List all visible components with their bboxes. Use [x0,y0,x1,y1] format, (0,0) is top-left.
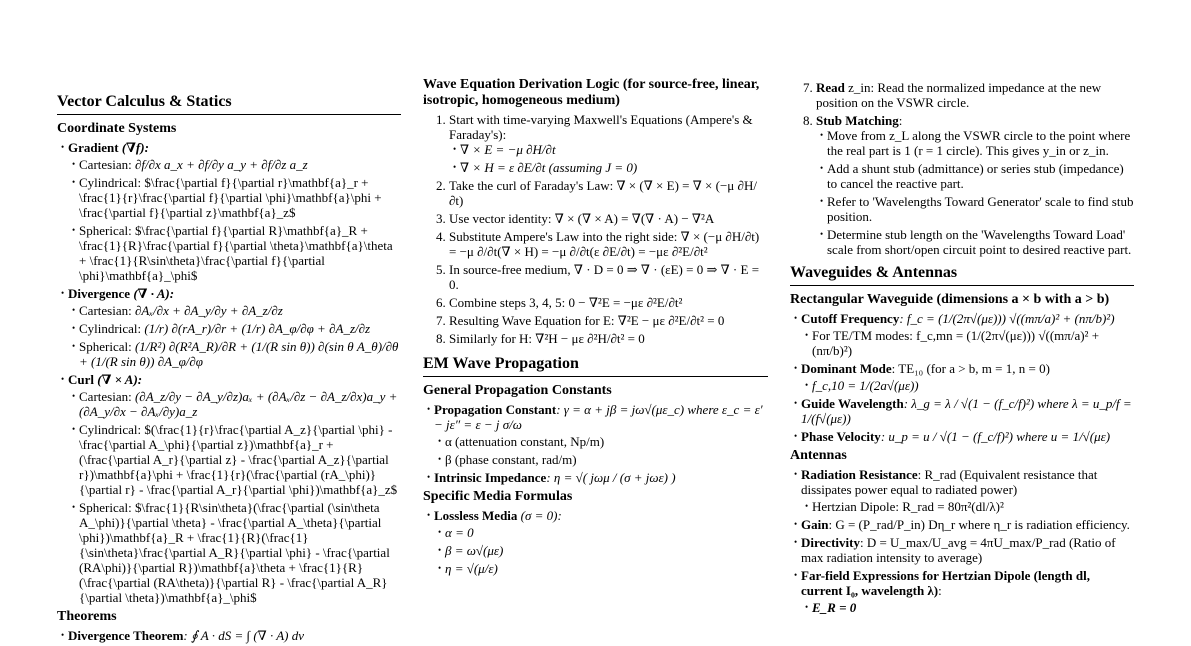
list-item: • Lossless Media (σ = 0): • α = 0 • β = ω√(με) • η = √(μ/ε) [434,508,768,576]
list-item: • Cartesian: ∂f/∂x a_x + ∂f/∂y a_y + ∂f/∂z a_z [79,157,401,172]
smith-steps-list [790,80,1134,257]
list-item: 6. Combine steps 3, 4, 5: 0 − ∇²E = −με ∂²E/∂t² [449,295,768,310]
subsection-general-constants: General Propagation Constants [423,383,612,398]
divergence-item: • Divergence (∇ · A): • Cartesian: ∂Aₓ/∂x + ∂A_y/∂y + ∂A_z/∂z • Cylindrical: (1/r) ∂(rA_r)/∂r + (1/r) ∂A_φ/∂φ + ∂A_z/∂z • Spherical: (1/R²) ∂(R²A_R)/∂R + (1/(R sin θ)) ∂(sin θ A_θ)/∂θ + (1/(R sin θ)) ∂A_φ/∂φ [68,286,401,369]
list-item: • ∇ × E = −μ ∂H/∂t [460,142,768,157]
list-item: 7. Read z_in: Read the normalized impedance at the new position on the VSWR circle. [816,80,1134,110]
list-item: • Directivity: D = U_max/U_avg = 4πU_max/P_rad (Ratio of max radiation intensity to average) [801,535,1134,565]
list-item: • Cylindrical: (1/r) ∂(rA_r)/∂r + (1/r) ∂A_φ/∂φ + ∂A_z/∂z [79,321,401,336]
antennas-list [790,467,1134,615]
theorems-list [57,628,401,643]
subsection-specific-media: Specific Media Formulas [423,489,573,504]
list-item: • Cylindrical: $\frac{\partial f}{\partial r}\mathbf{a}_r + \frac{1}{r}\frac{\partial f}{\partial \phi}\mathbf{a}\phi + \frac{\partial f}{\partial z}\mathbf{a}_z$ [79,175,401,220]
gradient-label: Gradient [68,140,119,155]
list-item: • α = 0 [445,525,768,540]
list-item: • Radiation Resistance: R_rad (Equivalent resistance that dissipates power equal to radiated power) • Hertzian Dipole: R_rad = 80π²(dl/λ)² [801,467,1134,514]
gradient-symbol: (∇f): [118,140,149,155]
list-item: 4. Substitute Ampere's Law into the right side: ∇ × (−μ ∂H/∂t) = −μ ∂/∂t(∇ × H) = −μ ∂/∂t(ε ∂E/∂t) = −με ∂²E/∂t² [449,229,768,259]
section-title-em-wave: EM Wave Propagation [423,354,768,377]
list-item: 3. Use vector identity: ∇ × (∇ × A) = ∇(∇ · A) − ∇²A [449,211,768,226]
list-item: • α (attenuation constant, Np/m) [445,434,768,449]
list-item: • β (phase constant, rad/m) [445,452,768,467]
list-item: • Refer to 'Wavelengths Toward Generator' scale to find stub position. [827,194,1134,224]
list-item: • Gain: G = (P_rad/P_in) Dη_r where η_r is radiation efficiency. [801,517,1134,532]
section-title-vector-calculus: Vector Calculus & Statics [57,92,401,115]
list-item: • η = √(μ/ε) [445,561,768,576]
section-title-waveguides: Waveguides & Antennas [790,263,1134,286]
wave-steps-list [423,112,768,346]
list-item: • Spherical: $\frac{\partial f}{\partial R}\mathbf{a}_R + \frac{1}{R}\frac{\partial f}{\partial \theta}\mathbf{a}\theta + \frac{1}{R\sin\theta}\frac{\partial f}{\partial \phi}\mathbf{a}_\phi$ [79,223,401,283]
list-item: 5. In source-free medium, ∇ · D = 0 ⇒ ∇ · (εE) = 0 ⇒ ∇ · E = 0. [449,262,768,292]
list-item: • ∇ × H = ε ∂E/∂t (assuming J = 0) [460,160,768,175]
list-item: • Propagation Constant: γ = α + jβ = jω√(με_c) where ε_c = ε′ − jε″ = ε − j σ/ω • α (attenuation constant, Np/m) • β (phase constant, rad/m) [434,402,768,467]
subsection-wave-equation: Wave Equation Derivation Logic (for source-free, linear, isotropic, homogeneous medium) [423,77,760,108]
column-waveguides [790,80,1134,618]
list-item: 8. Similarly for H: ∇²H − με ∂²H/∂t² = 0 [449,331,768,346]
list-item: 2. Take the curl of Faraday's Law: ∇ × (∇ × E) = ∇ × (−μ ∂H/∂t) [449,178,768,208]
subsection-theorems: Theorems [57,609,117,624]
list-item: • For TE/TM modes: f_c,mn = (1/(2π√(με))) √((mπ/a)² + (nπ/b)²) [812,328,1134,358]
list-item: • Move from z_L along the VSWR circle to the point where the real part is 1 (r = 1 circle). This gives y_in or z_in. [827,128,1134,158]
list-item: • Cartesian: ∂Aₓ/∂x + ∂A_y/∂y + ∂A_z/∂z [79,303,401,318]
list-item: • β = ω√(με) [445,543,768,558]
list-item: • Cutoff Frequency: f_c = (1/(2π√(με))) √((mπ/a)² + (nπ/b)²) • For TE/TM modes: f_c,mn = (1/(2π√(με))) √((mπ/a)² + (nπ/b)²) [801,311,1134,358]
curl-label: Curl [68,372,94,387]
list-item: • Cylindrical: $(\frac{1}{r}\frac{\partial A_z}{\partial \phi} - \frac{\partial A_\phi}{\partial z})\mathbf{a}_r + (\frac{\partial A_r}{\partial z} - \frac{\partial A_z}{\partial r})\mathbf{a}\phi + \frac{1}{r}(\frac{\partial (rA_\phi)}{\partial r} - \frac{\partial A_r}{\partial \phi})\mathbf{a}_z$ [79,422,401,497]
list-item: • Hertzian Dipole: R_rad = 80π²(dl/λ)² [812,499,1134,514]
list-item: • Phase Velocity: u_p = u / √(1 − (f_c/f)²) where u = 1/√(με) [801,429,1134,444]
column-vector-calculus [57,92,401,646]
list-item: 7. Resulting Wave Equation for E: ∇²E − με ∂²E/∂t² = 0 [449,313,768,328]
column-wave-propagation [423,77,768,579]
divergence-label: Divergence [68,286,131,301]
list-item: • Add a shunt stub (admittance) or series stub (impedance) to cancel the reactive part. [827,161,1134,191]
list-item: • Dominant Mode: TE₁₀ (for a > b, m = 1, n = 0) • f_c,10 = 1/(2a√(με)) [801,361,1134,393]
subsection-rectangular-waveguide: Rectangular Waveguide (dimensions a × b with a > b) [790,292,1110,307]
waveguide-list [790,311,1134,444]
list-item: • Divergence Theorem: ∮ A · dS = ∫ (∇ · A) dv [68,628,401,643]
gradient-item [68,140,401,283]
list-item: • E_R = 0 [812,600,1134,615]
media-list [423,508,768,576]
list-item: • Far-field Expressions for Hertzian Dipole (length dl, current I₀, wavelength λ): • E_R = 0 [801,568,1134,615]
list-item: • f_c,10 = 1/(2a√(με)) [812,378,1134,393]
list-item: 1. Start with time-varying Maxwell's Equations (Ampere's & Faraday's): • ∇ × E = −μ ∂H/∂t • ∇ × H = ε ∂E/∂t (assuming J = 0) [449,112,768,175]
list-item: • Cartesian: (∂A_z/∂y − ∂A_y/∂z)aₓ + (∂Aₓ/∂z − ∂A_z/∂x)a_y + (∂A_y/∂x − ∂Aₓ/∂y)a_z [79,389,401,419]
list-item: • Determine stub length on the 'Wavelengths Toward Load' scale from short/open circuit point to desired reactive part. [827,227,1134,257]
list-item: 8. Stub Matching: • Move from z_L along the VSWR circle to the point where the real part is 1 (r = 1 circle). This gives y_in or z_in. • Add a shunt stub (admittance) or series stub (impedance) to cancel the reactive part. • Refer to 'Wavelengths Toward Generator' scale to find stub position. • Determine stub length on the 'Wavelengths Toward Load' scale from short/open circuit point to desired reactive part. [816,113,1134,257]
list-item: • Spherical: (1/R²) ∂(R²A_R)/∂R + (1/(R sin θ)) ∂(sin θ A_θ)/∂θ + (1/(R sin θ)) ∂A_φ/∂φ [79,339,401,369]
list-item: • Spherical: $\frac{1}{R\sin\theta}(\frac{\partial (\sin\theta A_\phi)}{\partial \theta} - \frac{\partial A_\theta}{\partial \phi})\mathbf{a}_R + \frac{1}{R}(\frac{1}{\sin\theta}\frac{\partial A_R}{\partial \phi} - \frac{\partial (RA\phi)}{\partial R})\mathbf{a}\theta + \frac{1}{R}(\frac{\partial (RA\theta)}{\partial R} - \frac{\partial A_R}{\partial \theta})\mathbf{a}_\phi$ [79,500,401,605]
subsection-antennas: Antennas [790,448,847,463]
list-item: • Guide Wavelength: λ_g = λ / √(1 − (f_c/f)²) where λ = u_p/f = 1/(f√(με)) [801,396,1134,426]
propagation-list [423,402,768,485]
list-item: • Intrinsic Impedance: η = √( jωμ / (σ + jωε) ) [434,470,768,485]
curl-item: • Curl (∇ × A): • Cartesian: (∂A_z/∂y − ∂A_y/∂z)aₓ + (∂Aₓ/∂z − ∂A_z/∂x)a_y + (∂A_y/∂x − ∂Aₓ/∂y)a_z • Cylindrical: $(\frac{1}{r}\frac{\partial A_z}{\partial \phi} - \frac{\partial A_\phi}{\partial z})\mathbf{a}_r + (\frac{\partial A_r}{\partial z} - \frac{\partial A_z}{\partial r})\mathbf{a}\phi + \frac{1}{r}(\frac{\partial (rA_\phi)}{\partial r} - \frac{\partial A_r}{\partial \phi})\mathbf{a}_z$ • Spherical: $\frac{1}{R\sin\theta}(\frac{\partial (\sin\theta A_\phi)}{\partial \theta} - \frac{\partial A_\theta}{\partial \phi})\mathbf{a}_R + \frac{1}{R}(\frac{1}{\sin\theta}\frac{\partial A_R}{\partial \phi} - \frac{\partial (RA\phi)}{\partial R})\mathbf{a}\theta + \frac{1}{R}(\frac{\partial (RA\theta)}{\partial R} - \frac{\partial A_R}{\partial \theta})\mathbf{a}_\phi$ [68,372,401,605]
subsection-coordinate-systems: Coordinate Systems [57,121,177,136]
coordinate-list [57,140,401,605]
